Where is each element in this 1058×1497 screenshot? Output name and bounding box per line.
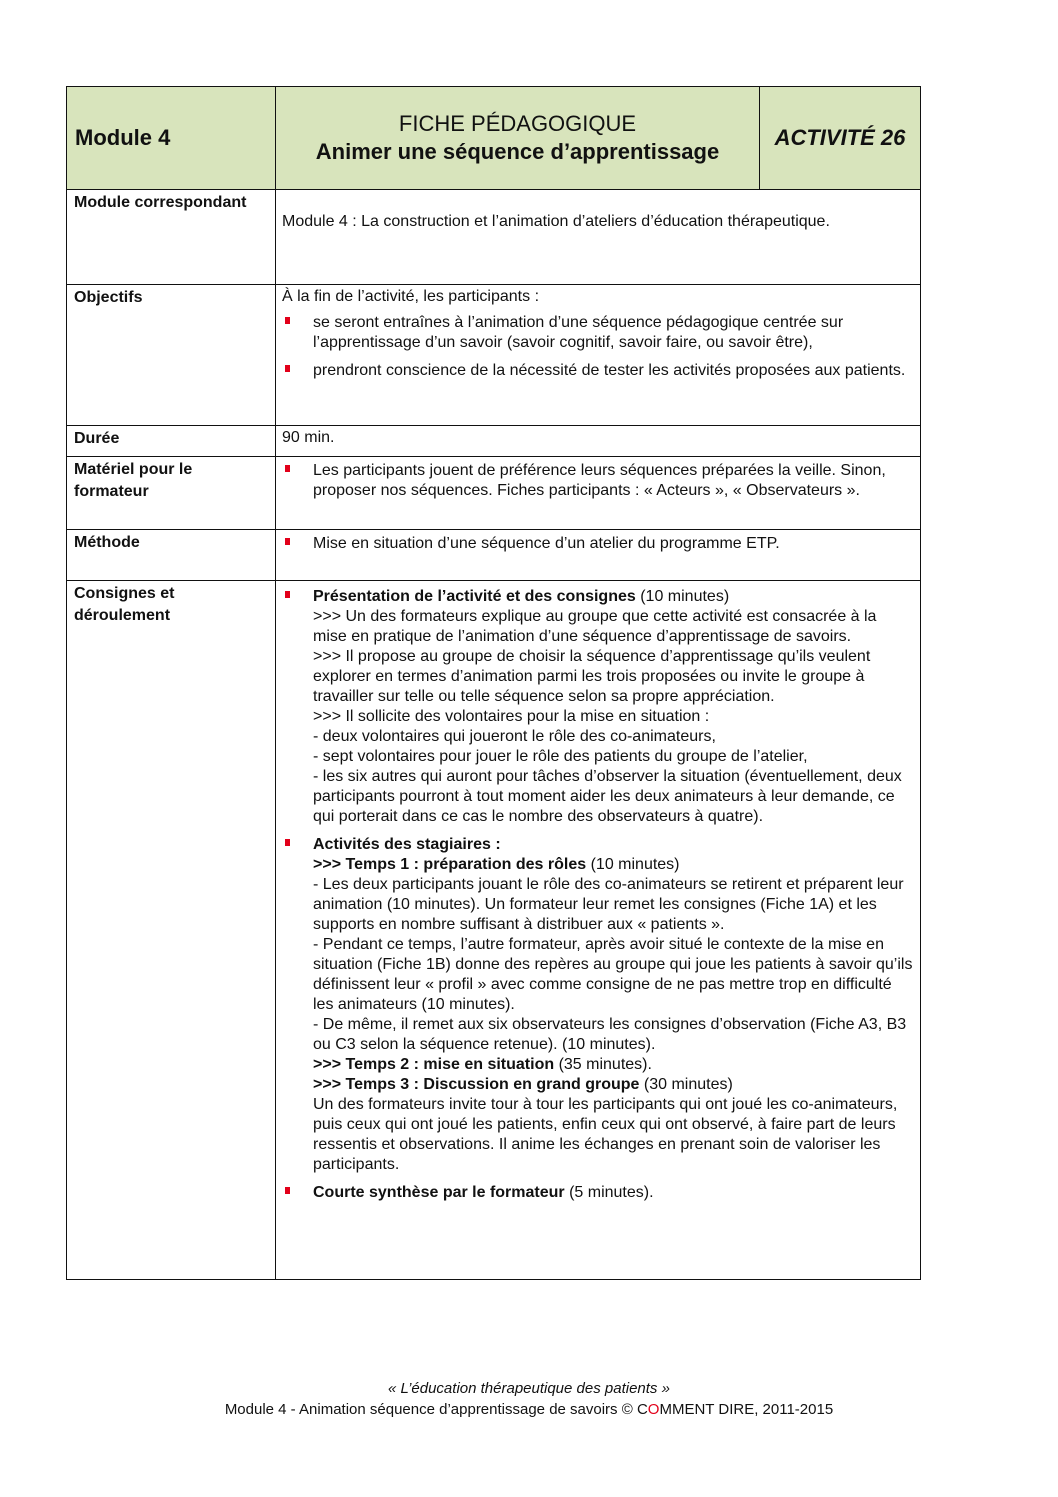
step1-title: Présentation de l’activité et des consignes: [313, 588, 636, 605]
header-row: [67, 87, 921, 190]
footer-copyright: [0, 1399, 1058, 1420]
brand-rest: MMENT DIRE: [659, 1401, 755, 1418]
list-item: prendront conscience de la nécessité de tester les activités proposées aux patients.: [282, 361, 914, 381]
module-correspondant-text: Module 4 : La construction et l’animation d’ateliers d’éducation thérapeutique.: [282, 213, 830, 230]
temps2-duration: (35 minutes).: [554, 1056, 652, 1073]
row-materiel: [67, 457, 921, 530]
row-duree: [67, 426, 921, 457]
value-duree: 90 min.: [276, 426, 921, 457]
label-materiel: Matériel pour le formateur: [67, 457, 276, 530]
step1-duration: (10 minutes): [635, 588, 730, 605]
temps1-line: - Les deux participants jouant le rôle des co-animateurs se retirent et préparent leur animation (10 minutes). Un formateur leur remet les consignes (Fiche 1A) et les supports en nombre suffisant à distribuer aux « patients ».: [313, 876, 904, 933]
step3-duration: (5 minutes).: [564, 1184, 654, 1201]
temps2-title: >>> Temps 2 : mise en situation: [313, 1056, 555, 1073]
brand-o: O: [647, 1401, 660, 1418]
value-objectifs: [276, 285, 921, 426]
value-methode: [276, 530, 921, 581]
step-activites: [282, 835, 914, 1175]
objectifs-intro: À la fin de l’activité, les participants :: [282, 288, 540, 305]
doc-type: FICHE PÉDAGOGIQUE: [398, 111, 637, 136]
row-methode: [67, 530, 921, 581]
label-methode: Méthode: [67, 530, 276, 581]
step-presentation: [282, 587, 914, 827]
objectifs-list: [282, 313, 914, 381]
temps1-title: >>> Temps 1 : préparation des rôles: [313, 856, 587, 873]
value-consignes: [276, 581, 921, 1280]
list-item: se seront entraînes à l’animation d’une séquence pédagogique centrée sur l’apprentissage d’un savoir (savoir cognitif, savoir faire, ou savoir être),: [282, 313, 914, 353]
step2-title: Activités des stagiaires :: [313, 836, 501, 853]
row-consignes: [67, 581, 921, 1280]
header-title-cell: [276, 87, 760, 190]
step3-title: Courte synthèse par le formateur: [313, 1184, 565, 1201]
materiel-list: [282, 461, 914, 501]
step1-line: - sept volontaires pour jouer le rôle des patients du groupe de l’atelier,: [313, 748, 808, 765]
list-item: Les participants jouent de préférence leurs séquences préparées la veille. Sinon, proposer nos séquences. Fiches participants : « Acteurs », « Observateurs ».: [282, 461, 914, 501]
label-objectifs: Objectifs: [67, 285, 276, 426]
brand-c: C: [636, 1401, 648, 1418]
footer-publication-title: « L’éducation thérapeutique des patients »: [388, 1380, 670, 1397]
row-module-correspondant: [67, 190, 921, 285]
temps3-text: Un des formateurs invite tour à tour les participants qui ont joué les co-animateurs, puis ceux qui ont joué les patients, enfin ceux qui ont observé, à faire part de leurs ressentis et observations. Il anime les échanges en prenant soin de valoriser les participants.: [313, 1096, 898, 1173]
activity-number: ACTIVITÉ 26: [760, 87, 921, 190]
list-item: Mise en situation d’une séquence d’un atelier du programme ETP.: [282, 534, 914, 554]
label-duree: Durée: [67, 426, 276, 457]
step1-line: >>> Un des formateurs explique au groupe que cette activité est consacrée à la mise en pratique de l’animation d’une séquence d’apprentissage de savoirs.: [313, 608, 877, 645]
step1-line: - deux volontaires qui joueront le rôle des co-animateurs,: [313, 728, 716, 745]
pedagogical-sheet-table: [66, 86, 921, 1280]
value-module-correspondant: [276, 190, 921, 285]
page-title: Animer une séquence d’apprentissage: [315, 139, 720, 164]
header-module: Module 4: [67, 87, 276, 190]
step1-line: >>> Il propose au groupe de choisir la séquence d’apprentissage qu’ils veulent explorer en termes d’animation parmi les trois proposées ou invite le groupe à travailler sur telle ou telle séquence selon sa propre appréciation.: [313, 648, 871, 705]
temps3-duration: (30 minutes): [639, 1076, 733, 1093]
methode-list: [282, 534, 914, 554]
temps1-line: - Pendant ce temps, l’autre formateur, après avoir situé le contexte de la mise en situation (Fiche 1B) donne des repères au groupe qui joue les patients à savoir qu’ils définissent leur « profil » avec comme consigne de ne pas mettre trop en difficulté les animateurs (10 minutes).: [313, 936, 913, 1013]
temps1-duration: (10 minutes): [586, 856, 680, 873]
consignes-list: [282, 587, 914, 1203]
value-materiel: [276, 457, 921, 530]
step1-line: - les six autres qui auront pour tâches d’observer la situation (éventuellement, deux participants pourront à tout moment aider les deux animateurs à leur demande, ce qui porterait dans ce cas le nombre des observateurs à quatre).: [313, 768, 902, 825]
row-objectifs: [67, 285, 921, 426]
step-synthese: [282, 1183, 914, 1203]
footer-module-text: Module 4 - Animation séquence d’apprentissage de savoirs ©: [224, 1401, 637, 1418]
temps3-title: >>> Temps 3 : Discussion en grand groupe: [313, 1076, 640, 1093]
temps1-line: - De même, il remet aux six observateurs les consignes d’observation (Fiche A3, B3 ou C3 selon la séquence retenue). (10 minutes).: [313, 1016, 907, 1053]
step1-line: >>> Il sollicite des volontaires pour la mise en situation :: [313, 708, 710, 725]
footer: [0, 1378, 1058, 1420]
label-module-correspondant: Module correspondant: [67, 190, 276, 285]
footer-years: , 2011-2015: [754, 1401, 834, 1418]
label-consignes: Consignes et déroulement: [67, 581, 276, 1280]
